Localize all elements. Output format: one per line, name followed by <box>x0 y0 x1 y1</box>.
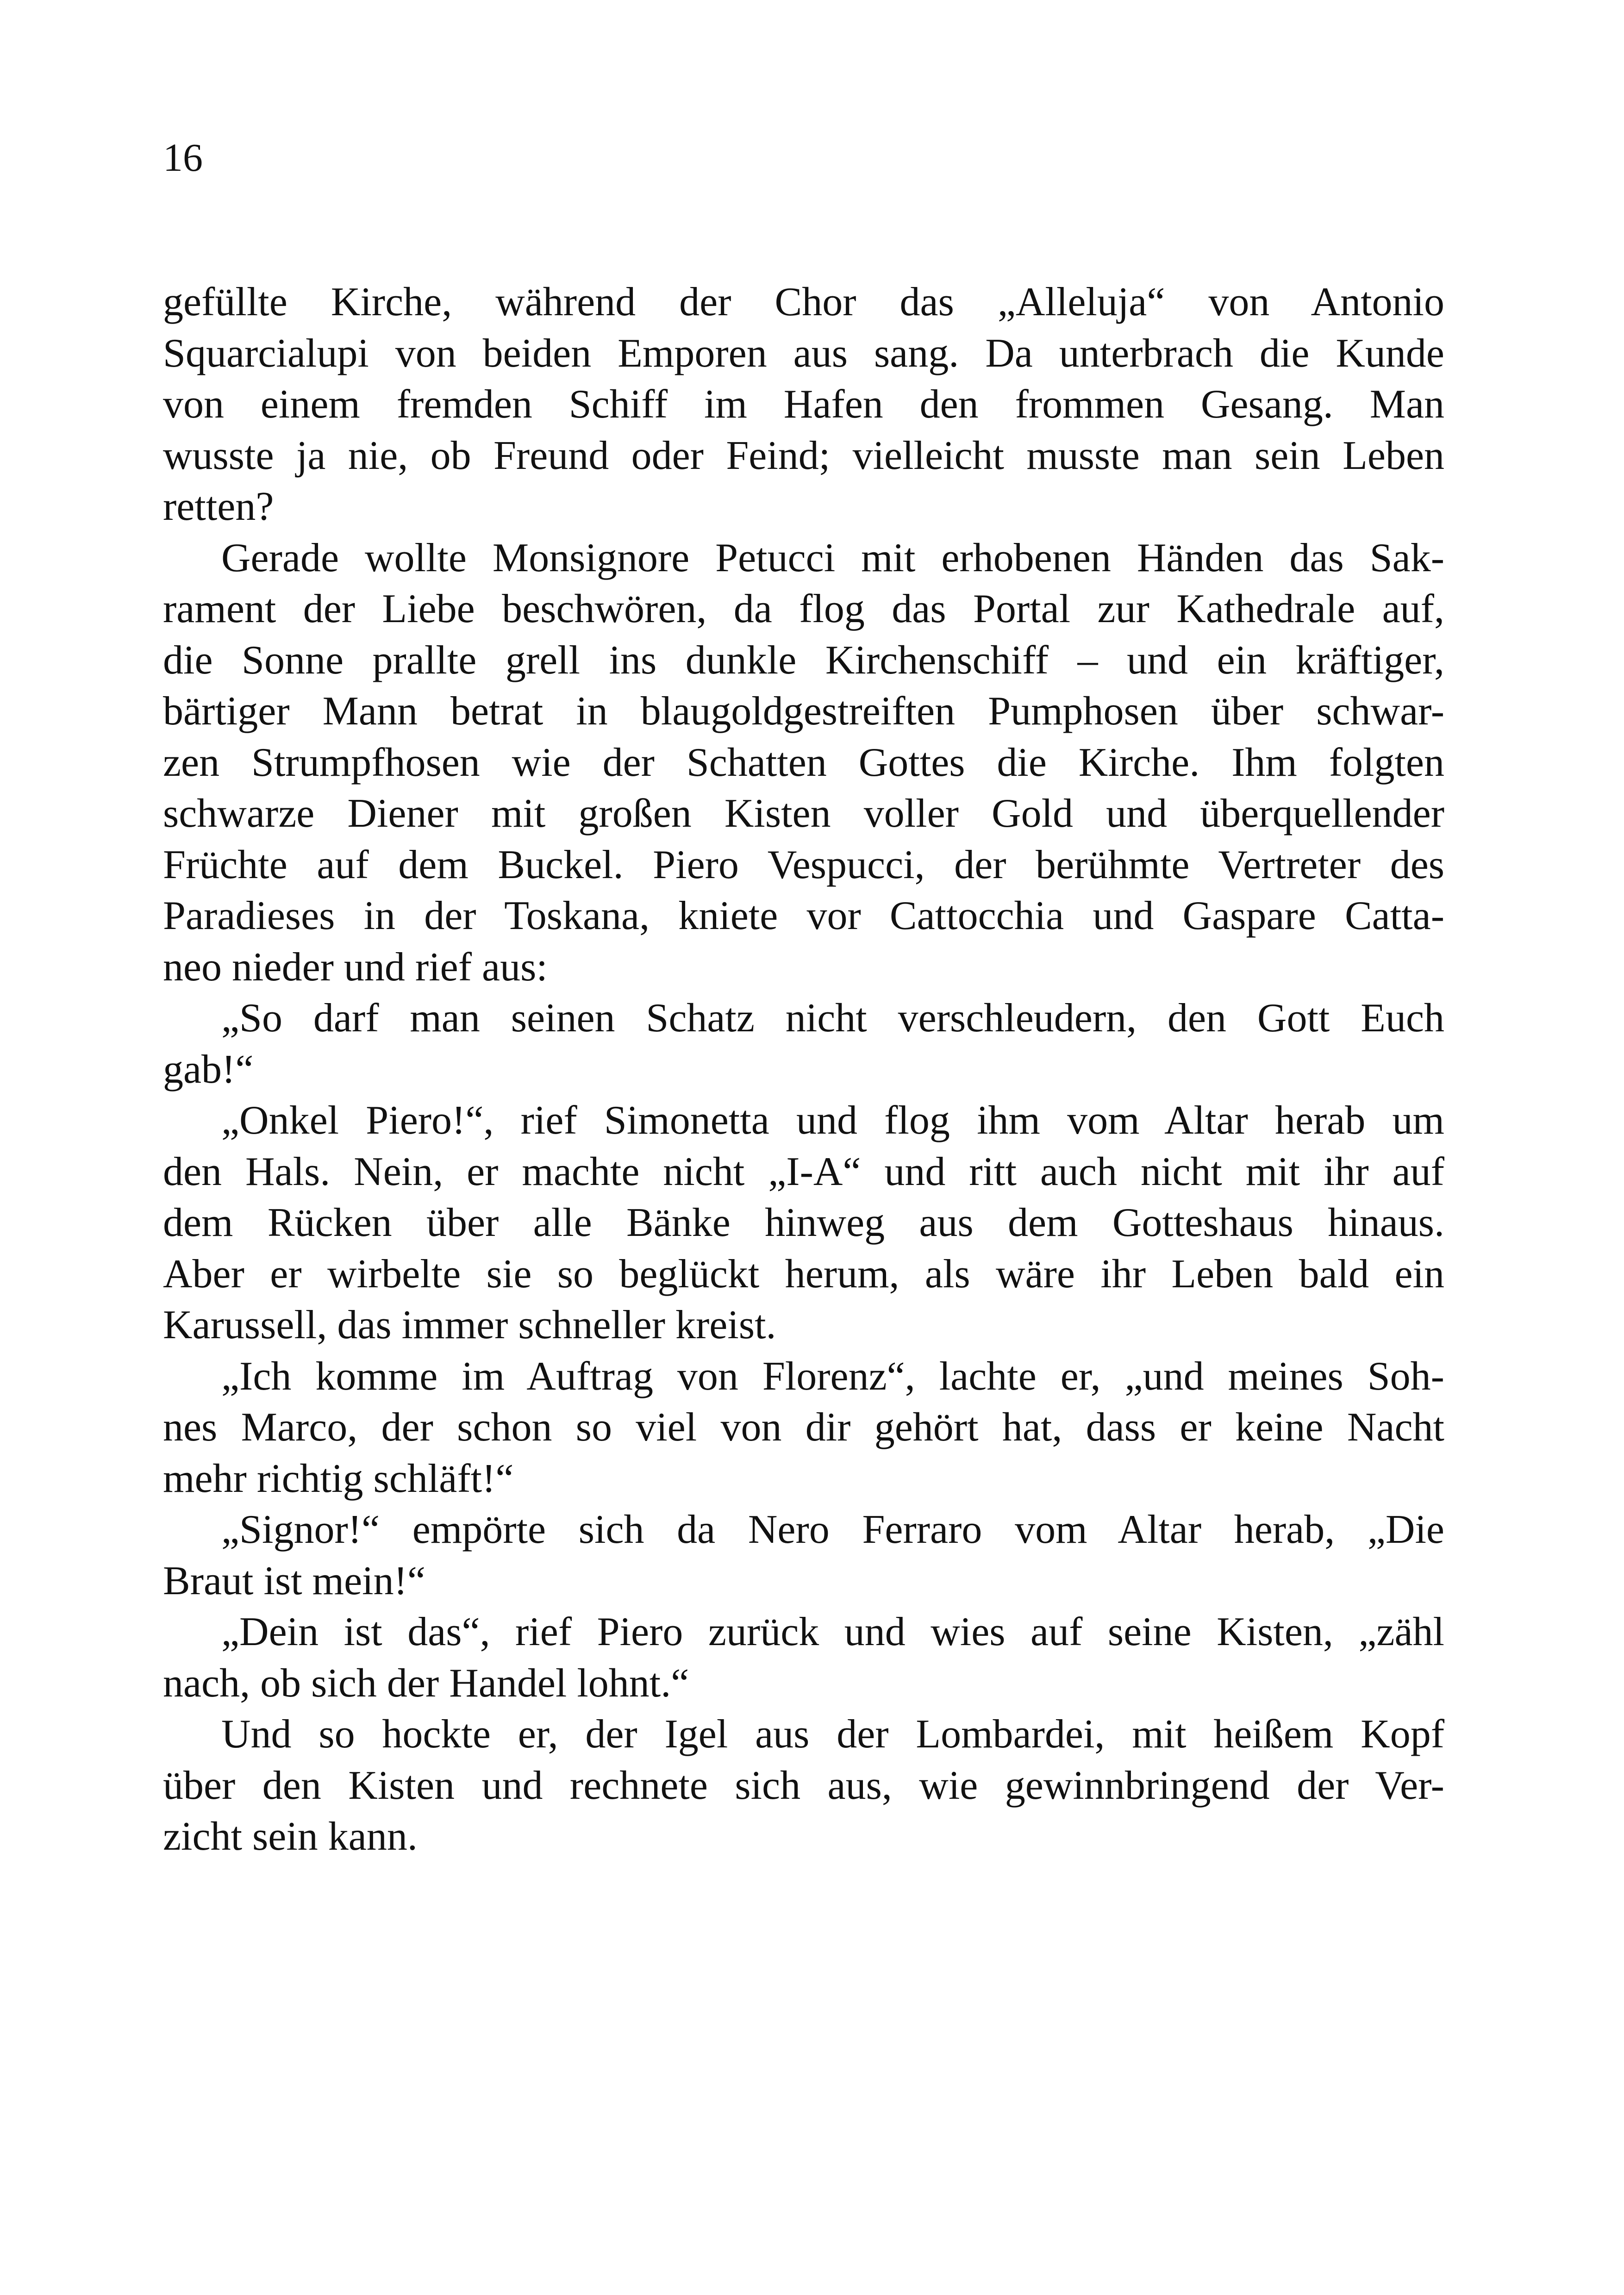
text-line: Squarcialupi von beiden Emporen aus sang. Da unterbrach die Kunde <box>163 331 1444 376</box>
page-number: 16 <box>163 135 203 180</box>
text-line: rament der Liebe beschwören, da flog das Portal zur Kathedrale auf, <box>163 586 1444 631</box>
body-text <box>163 277 1444 1863</box>
text-line: zen Strumpfhosen wie der Schatten Gottes die Kirche. Ihm folgten <box>163 740 1444 785</box>
text-line: Gerade wollte Monsignore Petucci mit erhobenen Händen das Sak- <box>221 535 1444 580</box>
paragraph <box>163 1607 1444 1709</box>
text-line: nes Marco, der schon so viel von dir gehört hat, dass er keine Nacht <box>163 1405 1444 1450</box>
text-line: zicht sein kann. <box>163 1814 418 1859</box>
text-line: Paradieses in der Toskana, kniete vor Cattocchia und Gaspare Catta- <box>163 893 1444 938</box>
paragraph <box>163 1351 1444 1505</box>
paragraph <box>163 1709 1444 1863</box>
text-line: „Onkel Piero!“, rief Simonetta und flog ihm vom Altar herab um <box>221 1098 1444 1143</box>
text-line: „So darf man seinen Schatz nicht verschleudern, den Gott Euch <box>221 996 1444 1041</box>
paragraph <box>163 1095 1444 1351</box>
text-line: retten? <box>163 484 274 529</box>
text-line: „Dein ist das“, rief Piero zurück und wies auf seine Kisten, „zähl <box>221 1609 1444 1654</box>
text-line: den Hals. Nein, er machte nicht „I-A“ und ritt auch nicht mit ihr auf <box>163 1149 1444 1194</box>
text-line: die Sonne prallte grell ins dunkle Kirchenschiff – und ein kräftiger, <box>163 637 1444 683</box>
text-line: wusste ja nie, ob Freund oder Feind; vielleicht musste man sein Leben <box>163 433 1444 478</box>
text-line: gefüllte Kirche, während der Chor das „Alleluja“ von Antonio <box>163 280 1444 324</box>
text-line: Braut ist mein!“ <box>163 1558 425 1603</box>
text-line: Früchte auf dem Buckel. Piero Vespucci, der berühmte Vertreter des <box>163 842 1444 887</box>
text-line: „Ich komme im Auftrag von Florenz“, lachte er, „und meines Soh- <box>221 1353 1444 1399</box>
text-line: „Signor!“ empörte sich da Nero Ferraro vom Altar herab, „Die <box>221 1507 1444 1552</box>
text-line: von einem fremden Schiff im Hafen den frommen Gesang. Man <box>163 382 1444 427</box>
text-line: nach, ob sich der Handel lohnt.“ <box>163 1660 689 1706</box>
text-line: Und so hockte er, der Igel aus der Lombardei, mit heißem Kopf <box>221 1712 1444 1757</box>
paragraph <box>163 277 1444 533</box>
text-line: schwarze Diener mit großen Kisten voller Gold und überquellender <box>163 791 1444 836</box>
paragraph <box>163 993 1444 1095</box>
text-line: bärtiger Mann betrat in blaugoldgestreiften Pumphosen über schwar- <box>163 689 1444 734</box>
paragraph <box>163 533 1444 993</box>
text-line: gab!“ <box>163 1047 254 1092</box>
text-line: neo nieder und rief aus: <box>163 944 548 990</box>
text-line: über den Kisten und rechnete sich aus, wie gewinnbringend der Ver- <box>163 1763 1444 1808</box>
text-line: Karussell, das immer schneller kreist. <box>163 1303 776 1347</box>
text-line: Aber er wirbelte sie so beglückt herum, als wäre ihr Leben bald ein <box>163 1251 1444 1297</box>
text-line: dem Rücken über alle Bänke hinweg aus dem Gotteshaus hinaus. <box>163 1200 1444 1245</box>
paragraph <box>163 1504 1444 1607</box>
text-line: mehr richtig schläft!“ <box>163 1456 514 1501</box>
